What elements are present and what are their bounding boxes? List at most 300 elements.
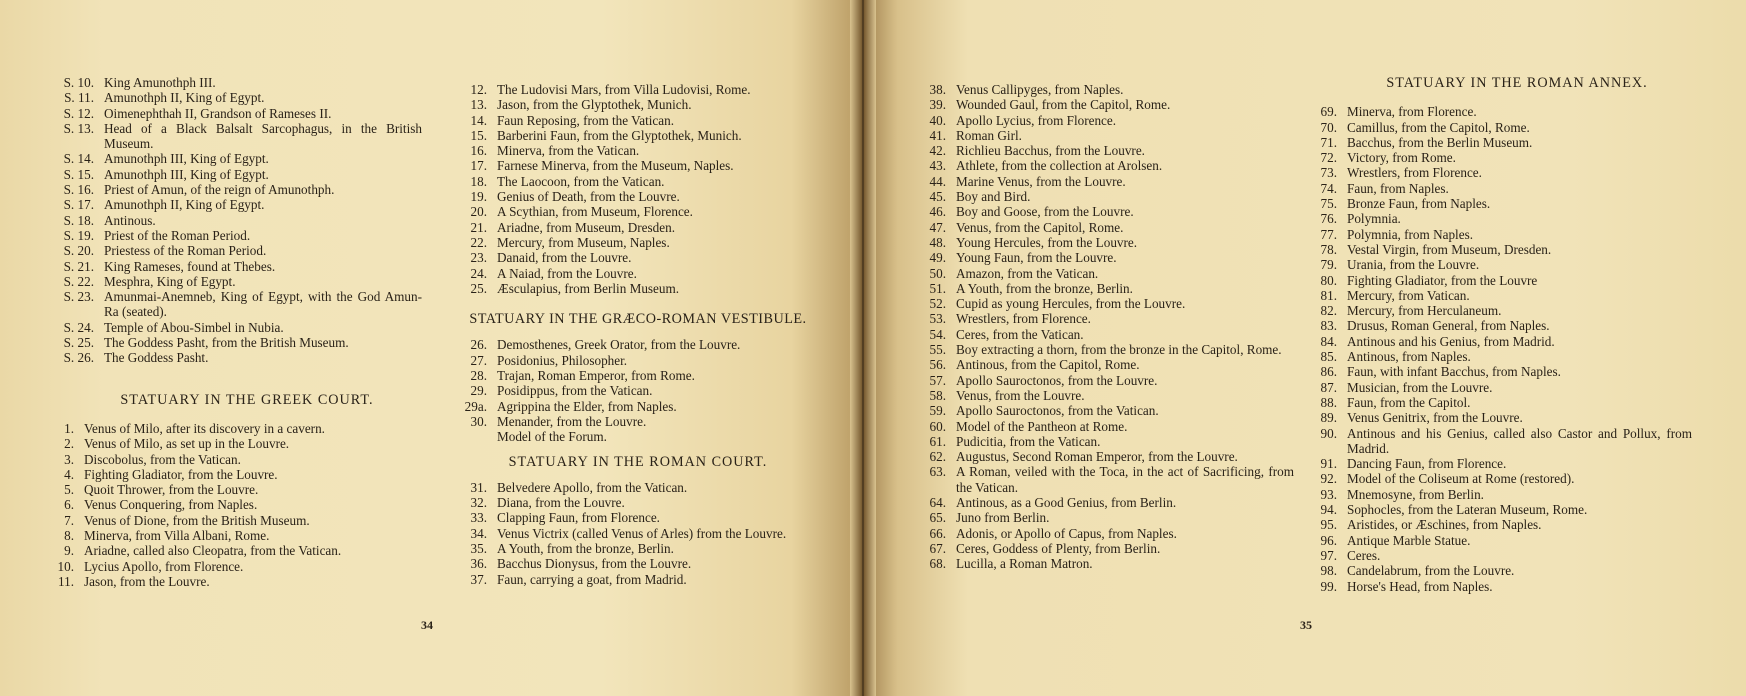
catalogue-entry — [52, 497, 422, 512]
entry-text: Minerva, from Florence. — [1347, 104, 1477, 120]
entry-number: 43. — [929, 158, 946, 174]
entry-text: Genius of Death, from the Louvre. — [497, 189, 680, 205]
catalogue-entry — [462, 158, 814, 173]
catalogue-entry — [924, 174, 1294, 189]
catalogue-entry — [52, 482, 422, 497]
catalogue-entry — [924, 510, 1294, 525]
entry-number: 76. — [1320, 211, 1337, 227]
entry-number: 99. — [1320, 578, 1337, 594]
greek-court-list-a — [52, 421, 422, 589]
entry-number: 68. — [929, 556, 946, 572]
catalogue-entry — [52, 289, 422, 320]
entry-text: Model of the Forum. — [497, 429, 607, 445]
entry-text: Model of the Coliseum at Rome (restored). — [1347, 471, 1575, 487]
catalogue-entry — [924, 220, 1294, 235]
entry-text: A Roman, veiled with the Toca, in the act of Sacrificing, from the Vatican. — [956, 464, 1294, 495]
entry-text: Menander, from the Louvre. — [497, 413, 647, 429]
entry-number: S. 24. — [63, 319, 94, 335]
entry-text: Camillus, from the Capitol, Rome. — [1347, 119, 1530, 135]
catalogue-entry — [924, 403, 1294, 418]
entry-text: Antique Marble Statue. — [1347, 532, 1471, 548]
catalogue-entry — [462, 189, 814, 204]
entry-number: 29. — [470, 383, 487, 399]
entry-text: Barberini Faun, from the Glyptothek, Munich. — [497, 127, 742, 143]
entry-number: 85. — [1320, 349, 1337, 365]
entry-text: Diana, from the Louvre. — [497, 495, 625, 511]
catalogue-entry — [924, 541, 1294, 556]
entry-text: Venus of Milo, as set up in the Louvre. — [84, 436, 290, 452]
entry-number: 39. — [929, 97, 946, 113]
entry-number: 30. — [470, 413, 487, 429]
entry-text: Priestess of the Roman Period. — [104, 243, 267, 259]
entry-text: Boy and Goose, from the Louvre. — [956, 204, 1134, 220]
entry-number: 72. — [1320, 150, 1337, 166]
catalogue-entry — [462, 572, 814, 587]
entry-text: Antinous, from the Capitol, Rome. — [956, 357, 1140, 373]
entry-text: Fighting Gladiator, from the Louvre — [1347, 272, 1538, 288]
entry-text: Faun, with infant Bacchus, from Naples. — [1347, 364, 1561, 380]
catalogue-entry — [1312, 288, 1692, 303]
entry-text: Venus of Milo, after its discovery in a cavern. — [84, 420, 325, 436]
entry-number: 74. — [1320, 180, 1337, 196]
entry-text: Minerva, from Villa Albani, Rome. — [84, 528, 270, 544]
entry-number: 82. — [1320, 303, 1337, 319]
catalogue-entry — [462, 353, 814, 368]
entry-text: Faun, carrying a goat, from Madrid. — [497, 571, 687, 587]
catalogue-entry — [462, 250, 814, 265]
catalogue-entry — [52, 75, 422, 90]
entry-number: 40. — [929, 112, 946, 128]
catalogue-entry — [924, 266, 1294, 281]
entry-text: Apollo Lycius, from Florence. — [956, 112, 1117, 128]
entry-number: 57. — [929, 372, 946, 388]
entry-number: 18. — [470, 173, 487, 189]
entry-text: Horse's Head, from Naples. — [1347, 578, 1493, 594]
entry-number: 26. — [470, 337, 487, 353]
entry-number: 81. — [1320, 287, 1337, 303]
catalogue-entry — [52, 228, 422, 243]
page-number-right: 35 — [1300, 618, 1312, 632]
entry-number: S. 11. — [64, 90, 94, 106]
entry-number: 19. — [470, 189, 487, 205]
catalogue-entry — [52, 90, 422, 105]
entry-text: Sophocles, from the Lateran Museum, Rome. — [1347, 502, 1588, 518]
entry-number: 2. — [64, 436, 74, 452]
entry-text: Demosthenes, Greek Orator, from the Louvre. — [497, 337, 741, 353]
entry-text: Venus Genitrix, from the Louvre. — [1347, 410, 1523, 426]
entry-number: 53. — [929, 311, 946, 327]
entry-number: S. 16. — [63, 182, 94, 198]
entry-number: 59. — [929, 403, 946, 419]
entry-text: Musician, from the Louvre. — [1347, 379, 1493, 395]
entry-text: Ariadne, from Museum, Dresden. — [497, 219, 675, 235]
entry-number: 62. — [929, 449, 946, 465]
entry-text: Faun, from the Capitol. — [1347, 394, 1471, 410]
roman-court-list — [462, 480, 814, 587]
entry-text: Drusus, Roman General, from Naples. — [1347, 318, 1550, 334]
entry-text: Venus, from the Louvre. — [956, 387, 1085, 403]
catalogue-entry — [462, 414, 814, 429]
catalogue-entry — [924, 495, 1294, 510]
graeco-roman-vestibule-heading: STATUARY IN THE GRÆCO-ROMAN VESTIBULE. — [469, 311, 807, 328]
catalogue-entry — [462, 495, 814, 510]
catalogue-entry — [1312, 257, 1692, 272]
entry-text: Amunothph III, King of Egypt. — [104, 151, 269, 167]
catalogue-entry — [1312, 426, 1692, 457]
entry-text: Mercury, from Vatican. — [1347, 287, 1470, 303]
entry-text: Clapping Faun, from Florence. — [497, 510, 660, 526]
catalogue-entry — [52, 467, 422, 482]
entry-number: 36. — [470, 556, 487, 572]
entry-text: Mercury, from Herculaneum. — [1347, 303, 1502, 319]
entry-number: 73. — [1320, 165, 1337, 181]
catalogue-entry — [462, 128, 814, 143]
catalogue-entry — [1312, 104, 1692, 119]
entry-text: Wounded Gaul, from the Capitol, Rome. — [956, 97, 1171, 113]
entry-text: Head of a Black Balsalt Sarcophagus, in the British Museum. — [104, 120, 422, 152]
entry-number: 31. — [470, 479, 487, 495]
entry-text: Amunmai-Anemneb, King of Egypt, with the God Amun-Ra (seated). — [104, 289, 422, 320]
entry-number: 45. — [929, 189, 946, 205]
entry-number: 33. — [470, 510, 487, 526]
catalogue-entry — [52, 213, 422, 228]
entry-text: Ceres, Goddess of Plenty, from Berlin. — [956, 540, 1161, 556]
entry-text: Amunothph II, King of Egypt. — [104, 197, 265, 213]
entry-text: Wrestlers, from Florence. — [1347, 165, 1482, 181]
entry-number: 54. — [929, 326, 946, 342]
entry-number: 61. — [929, 433, 946, 449]
entry-number: 11. — [58, 573, 74, 589]
catalogue-entry — [924, 464, 1294, 495]
catalogue-entry — [462, 556, 814, 571]
entry-number: 98. — [1320, 563, 1337, 579]
left-page — [0, 0, 860, 696]
catalogue-entry — [462, 526, 814, 541]
catalogue-entry — [924, 357, 1294, 372]
roman-court-heading: STATUARY IN THE ROMAN COURT. — [508, 453, 768, 470]
entry-text: Apollo Sauroctonos, from the Vatican. — [956, 403, 1159, 419]
entry-number: 80. — [1320, 272, 1337, 288]
entry-text: Posidippus, from the Vatican. — [497, 383, 653, 399]
entry-number: 58. — [929, 387, 946, 403]
entry-number: 4. — [64, 466, 74, 482]
roman-annex-list — [1312, 104, 1692, 594]
entry-number: 48. — [929, 234, 946, 250]
entry-number: 35. — [470, 541, 487, 557]
catalogue-entry — [924, 189, 1294, 204]
catalogue-entry — [462, 204, 814, 219]
catalogue-entry — [924, 419, 1294, 434]
catalogue-entry — [52, 182, 422, 197]
catalogue-entry — [924, 97, 1294, 112]
catalogue-entry — [1312, 334, 1692, 349]
entry-text: A Youth, from the bronze, Berlin. — [497, 541, 674, 557]
catalogue-entry — [1312, 471, 1692, 486]
left-col-2 — [462, 82, 814, 587]
catalogue-entry — [1312, 273, 1692, 288]
entry-text: Trajan, Roman Emperor, from Rome. — [497, 368, 695, 384]
entry-number: 23. — [470, 250, 487, 266]
entry-text: Antinous and his Genius, called also Castor and Pollux, from Madrid. — [1347, 425, 1692, 456]
entry-number: 78. — [1320, 241, 1337, 257]
entry-text: King Amunothph III. — [104, 75, 216, 90]
entry-number: 94. — [1320, 502, 1337, 518]
entry-number: 51. — [929, 280, 946, 296]
entry-number: S. 14. — [63, 151, 94, 167]
entry-number: 64. — [929, 495, 946, 511]
catalogue-entry — [462, 266, 814, 281]
entry-number: 50. — [929, 265, 946, 281]
entry-text: Urania, from the Louvre. — [1347, 257, 1480, 273]
catalogue-entry — [1312, 563, 1692, 578]
catalogue-entry — [1312, 242, 1692, 257]
entry-number: 13. — [470, 97, 487, 113]
catalogue-entry — [1312, 410, 1692, 425]
entry-number: 49. — [929, 250, 946, 266]
entry-text: Temple of Abou-Simbel in Nubia. — [104, 319, 284, 335]
entry-text: Victory, from Rome. — [1347, 150, 1456, 166]
egyptian-list — [52, 75, 422, 366]
catalogue-entry — [1312, 487, 1692, 502]
page-number-left: 34 — [421, 618, 433, 632]
entry-text: Ariadne, called also Cleopatra, from the Vatican. — [84, 543, 342, 559]
right-col-1 — [924, 82, 1294, 572]
entry-number: 70. — [1320, 119, 1337, 135]
entry-number: 95. — [1320, 517, 1337, 533]
entry-text: Lucilla, a Roman Matron. — [956, 556, 1093, 572]
entry-text: Amazon, from the Vatican. — [956, 265, 1099, 281]
entry-text: The Ludovisi Mars, from Villa Ludovisi, Rome. — [497, 82, 751, 97]
entry-text: Augustus, Second Roman Emperor, from the Louvre. — [956, 449, 1238, 465]
entry-number: 92. — [1320, 471, 1337, 487]
entry-text: The Goddess Pasht, from the British Museum. — [104, 335, 349, 351]
entry-number: 41. — [929, 127, 946, 143]
entry-number: 28. — [470, 368, 487, 384]
catalogue-entry — [52, 559, 422, 574]
catalogue-entry — [52, 274, 422, 289]
roman-annex-heading: STATUARY IN THE ROMAN ANNEX. — [1386, 75, 1648, 91]
catalogue-entry — [52, 259, 422, 274]
entry-text: Antinous and his Genius, from Madrid. — [1347, 333, 1555, 349]
catalogue-entry — [52, 335, 422, 350]
catalogue-entry — [462, 174, 814, 189]
catalogue-entry — [462, 337, 814, 352]
catalogue-entry — [924, 449, 1294, 464]
entry-number: S. 15. — [63, 166, 94, 182]
entry-number — [462, 429, 487, 444]
entry-text: Venus, from the Capitol, Rome. — [956, 219, 1124, 235]
entry-number: 21. — [470, 219, 487, 235]
catalogue-entry — [462, 480, 814, 495]
catalogue-entry — [462, 541, 814, 556]
greek-court-heading: STATUARY IN THE GREEK COURT. — [120, 391, 374, 408]
entry-text: Agrippina the Elder, from Naples. — [497, 398, 677, 414]
catalogue-entry — [924, 434, 1294, 449]
catalogue-entry — [924, 235, 1294, 250]
entry-text: Polymnia, from Naples. — [1347, 226, 1473, 242]
entry-number: 86. — [1320, 364, 1337, 380]
entry-number: 90. — [1320, 425, 1337, 441]
entry-number: S. 12. — [63, 105, 94, 121]
entry-text: The Goddess Pasht. — [104, 350, 209, 366]
entry-number: 14. — [470, 112, 487, 128]
catalogue-entry — [52, 436, 422, 451]
catalogue-entry — [924, 327, 1294, 342]
entry-number: 27. — [470, 352, 487, 368]
catalogue-entry — [1312, 579, 1692, 594]
entry-text: Pudicitia, from the Vatican. — [956, 433, 1101, 449]
catalogue-entry — [1312, 196, 1692, 211]
catalogue-entry — [462, 368, 814, 383]
entry-number: S. 17. — [63, 197, 94, 213]
right-page — [862, 0, 1746, 696]
entry-number: 60. — [929, 418, 946, 434]
entry-number: S. 26. — [63, 350, 94, 366]
catalogue-entry — [52, 574, 422, 589]
catalogue-entry — [462, 82, 814, 97]
entry-number: 46. — [929, 204, 946, 220]
entry-number: 34. — [470, 525, 487, 541]
catalogue-entry — [1312, 533, 1692, 548]
entry-number: 16. — [470, 143, 487, 159]
entry-number: 9. — [64, 543, 74, 559]
entry-number: 71. — [1320, 134, 1337, 150]
entry-number: 69. — [1320, 104, 1337, 120]
catalogue-entry — [462, 429, 814, 444]
catalogue-entry — [52, 197, 422, 212]
catalogue-entry — [52, 513, 422, 528]
entry-text: Young Faun, from the Louvre. — [956, 250, 1117, 266]
catalogue-entry — [1312, 456, 1692, 471]
entry-text: Young Hercules, from the Louvre. — [956, 234, 1138, 250]
entry-text: Marine Venus, from the Louvre. — [956, 173, 1126, 189]
catalogue-entry — [462, 97, 814, 112]
entry-number: 8. — [64, 528, 74, 544]
entry-text: Dancing Faun, from Florence. — [1347, 456, 1507, 472]
entry-text: Jason, from the Louvre. — [84, 573, 210, 589]
catalogue-entry — [924, 556, 1294, 571]
catalogue-entry — [1312, 318, 1692, 333]
book-gutter — [850, 0, 876, 696]
entry-text: Polymnia. — [1347, 211, 1401, 227]
entry-text: Richlieu Bacchus, from the Louvre. — [956, 143, 1145, 159]
entry-number: 96. — [1320, 532, 1337, 548]
entry-number: 3. — [64, 451, 74, 467]
entry-text: Adonis, or Apollo of Capus, from Naples. — [956, 525, 1177, 541]
entry-number: 25. — [470, 280, 487, 296]
left-col-1 — [52, 75, 422, 589]
entry-number: S. 19. — [63, 227, 94, 243]
entry-number: S. 18. — [63, 212, 94, 228]
entry-number: 52. — [929, 296, 946, 312]
entry-text: Danaid, from the Louvre. — [497, 250, 632, 266]
entry-number: 20. — [470, 204, 487, 220]
entry-number: 77. — [1320, 226, 1337, 242]
entry-number: S. 22. — [63, 273, 94, 289]
entry-text: Antinous. — [104, 212, 156, 228]
entry-text: The Laocoon, from the Vatican. — [497, 173, 665, 189]
entry-text: Farnese Minerva, from the Museum, Naples. — [497, 158, 734, 174]
entry-text: Vestal Virgin, from Museum, Dresden. — [1347, 241, 1552, 257]
catalogue-entry — [1312, 120, 1692, 135]
entry-text: Boy extracting a thorn, from the bronze in the Capitol, Rome. — [956, 342, 1282, 358]
catalogue-entry — [1312, 395, 1692, 410]
entry-number: 12. — [470, 82, 487, 97]
entry-text: Bronze Faun, from Naples. — [1347, 196, 1491, 212]
catalogue-entry — [462, 510, 814, 525]
entry-text: Venus Conquering, from Naples. — [84, 497, 258, 513]
entry-text: Lycius Apollo, from Florence. — [84, 558, 244, 574]
catalogue-entry — [924, 342, 1294, 357]
catalogue-entry — [924, 113, 1294, 128]
entry-text: Antinous, from Naples. — [1347, 349, 1471, 365]
entry-text: King Rameses, found at Thebes. — [104, 258, 276, 274]
catalogue-entry — [924, 311, 1294, 326]
greek-court-list-b — [462, 82, 814, 296]
entry-number: 29a. — [464, 398, 487, 414]
entry-text: Bacchus Dionysus, from the Louvre. — [497, 556, 692, 572]
catalogue-entry — [462, 143, 814, 158]
catalogue-entry — [52, 421, 422, 436]
catalogue-entry — [52, 167, 422, 182]
entry-number: 22. — [470, 234, 487, 250]
catalogue-entry — [1312, 502, 1692, 517]
entry-text: Faun Reposing, from the Vatican. — [497, 112, 675, 128]
entry-number: 1. — [64, 420, 74, 436]
entry-text: Fighting Gladiator, from the Louvre. — [84, 466, 278, 482]
entry-number: 32. — [470, 495, 487, 511]
entry-text: Roman Girl. — [956, 127, 1022, 143]
catalogue-entry — [924, 250, 1294, 265]
entry-text: Belvedere Apollo, from the Vatican. — [497, 479, 688, 495]
catalogue-entry — [462, 399, 814, 414]
entry-text: Ceres. — [1347, 547, 1381, 563]
entry-text: Discobolus, from the Vatican. — [84, 451, 241, 467]
entry-text: Mesphra, King of Egypt. — [104, 273, 236, 289]
entry-text: Bacchus, from the Berlin Museum. — [1347, 134, 1533, 150]
entry-text: Cupid as young Hercules, from the Louvre. — [956, 296, 1186, 312]
entry-text: Amunothph II, King of Egypt. — [104, 90, 265, 106]
catalogue-entry — [52, 350, 422, 365]
entry-number: 10. — [57, 558, 74, 574]
catalogue-entry — [52, 151, 422, 166]
entry-number: 47. — [929, 219, 946, 235]
catalogue-entry — [924, 82, 1294, 97]
entry-number: 6. — [64, 497, 74, 513]
entry-text: Boy and Bird. — [956, 189, 1031, 205]
entry-number: 24. — [470, 265, 487, 281]
entry-number: 84. — [1320, 333, 1337, 349]
entry-text: Amunothph III, King of Egypt. — [104, 166, 269, 182]
catalogue-entry — [52, 320, 422, 335]
entry-text: Jason, from the Glyptothek, Munich. — [497, 97, 692, 113]
catalogue-entry — [462, 383, 814, 398]
catalogue-entry — [924, 388, 1294, 403]
catalogue-entry — [924, 281, 1294, 296]
entry-number: S. 21. — [63, 258, 94, 274]
catalogue-entry — [924, 526, 1294, 541]
entry-text: Antinous, as a Good Genius, from Berlin. — [956, 495, 1177, 511]
catalogue-entry — [52, 243, 422, 258]
entry-text: Oimenephthah II, Grandson of Rameses II. — [104, 105, 332, 121]
entry-text: Ceres, from the Vatican. — [956, 326, 1084, 342]
entry-number: 44. — [929, 173, 946, 189]
entry-number: 15. — [470, 127, 487, 143]
entry-number: 97. — [1320, 547, 1337, 563]
catalogue-entry — [1312, 517, 1692, 532]
catalogue-entry — [462, 281, 814, 296]
catalogue-entry — [1312, 165, 1692, 180]
